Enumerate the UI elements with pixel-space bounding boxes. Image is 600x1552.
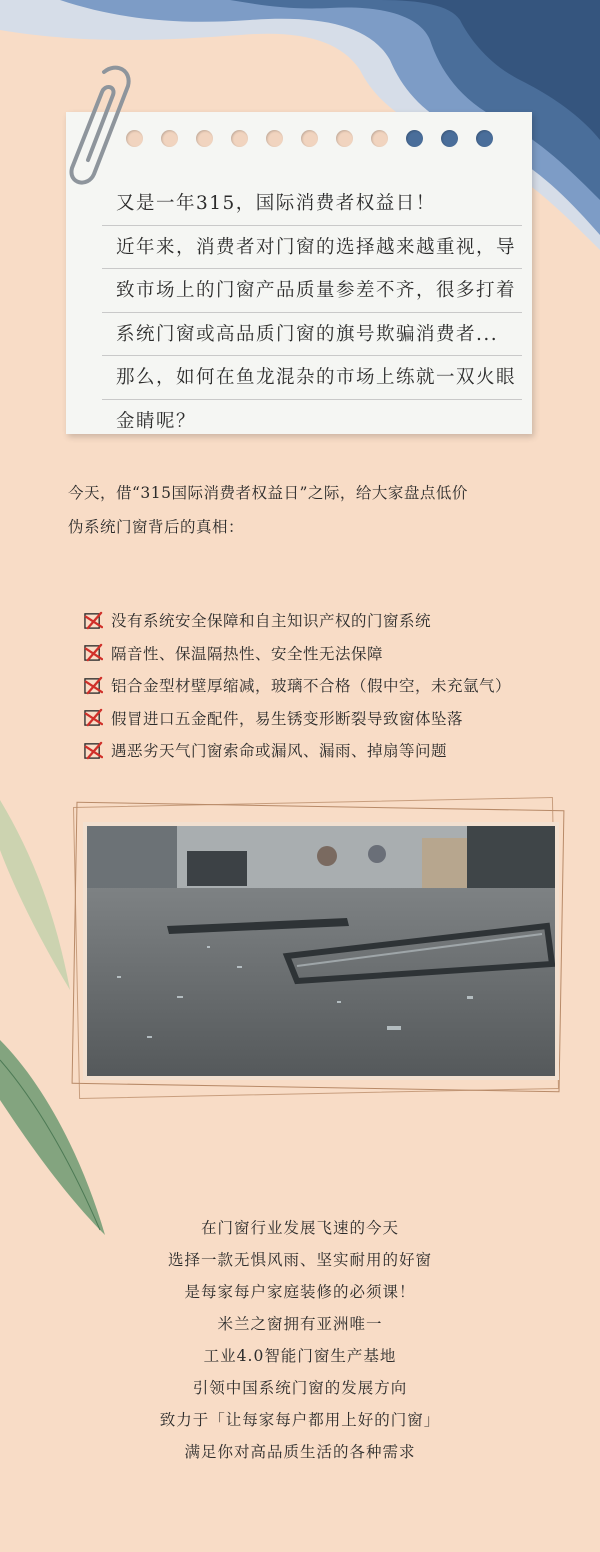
note-line: 致市场上的门窗产品质量参差不齐，很多打着 xyxy=(102,269,522,313)
list-item xyxy=(84,702,584,735)
binder-hole xyxy=(441,130,458,147)
closing-paragraph xyxy=(0,1212,600,1468)
closing-line: 满足你对高品质生活的各种需求 xyxy=(184,1443,416,1461)
binder-hole xyxy=(301,130,318,147)
list-item xyxy=(84,604,584,637)
closing-line: 致力于「让每家每户都用上好的门窗」 xyxy=(159,1411,441,1429)
broken-window-photo xyxy=(83,822,559,1080)
closing-line: 是每家每户家庭装修的必须课！ xyxy=(184,1283,416,1301)
intro-paragraph xyxy=(68,476,548,544)
binder-hole xyxy=(266,130,283,147)
issue-text: 假冒进口五金配件，易生锈变形断裂导致窗体坠落 xyxy=(111,709,464,728)
red-x-checkbox-icon xyxy=(84,643,103,662)
note-line: 近年来，消费者对门窗的选择越来越重视，导 xyxy=(102,226,522,270)
binder-hole xyxy=(406,130,423,147)
binder-hole xyxy=(371,130,388,147)
note-line: 金睛呢？ xyxy=(116,410,197,432)
binder-hole xyxy=(336,130,353,147)
red-x-checkbox-icon xyxy=(84,611,103,630)
binder-hole xyxy=(196,130,213,147)
closing-line: 工业4.0智能门窗生产基地 xyxy=(203,1347,397,1365)
note-line: 系统门窗或高品质门窗的旗号欺骗消费者... xyxy=(102,313,522,357)
binder-hole xyxy=(476,130,493,147)
broken-window-image xyxy=(87,826,555,1076)
red-x-checkbox-icon xyxy=(84,708,103,727)
issue-text: 隔音性、保温隔热性、安全性无法保障 xyxy=(111,644,384,663)
issue-list xyxy=(84,604,584,767)
note-text xyxy=(102,182,522,443)
list-item xyxy=(84,637,584,670)
closing-line: 引领中国系统门窗的发展方向 xyxy=(192,1379,408,1397)
issue-text: 遇恶劣天气门窗索命或漏风、漏雨、掉扇等问题 xyxy=(111,742,448,761)
note-line: 那么，如何在鱼龙混杂的市场上练就一双火眼 xyxy=(102,356,522,400)
binder-hole xyxy=(231,130,248,147)
closing-line: 米兰之窗拥有亚洲唯一 xyxy=(217,1315,383,1333)
red-x-checkbox-icon xyxy=(84,741,103,760)
binder-holes xyxy=(126,130,493,147)
list-item xyxy=(84,669,584,702)
note-line: 又是一年315，国际消费者权益日！ xyxy=(102,182,522,226)
closing-line: 选择一款无惧风雨、坚实耐用的好窗 xyxy=(167,1251,432,1269)
intro-line: 伪系统门窗背后的真相： xyxy=(68,518,245,536)
binder-hole xyxy=(161,130,178,147)
issue-text: 没有系统安全保障和自主知识产权的门窗系统 xyxy=(111,612,432,631)
list-item xyxy=(84,734,584,767)
issue-text: 铝合金型材壁厚缩减，玻璃不合格（假中空，未充氩气） xyxy=(111,677,512,696)
leaf-decoration xyxy=(0,790,80,1010)
red-x-checkbox-icon xyxy=(84,676,103,695)
paperclip-icon xyxy=(64,62,136,192)
closing-line: 在门窗行业发展飞速的今天 xyxy=(200,1219,399,1237)
intro-line: 今天，借“315国际消费者权益日”之际，给大家盘点低价 xyxy=(68,484,468,502)
